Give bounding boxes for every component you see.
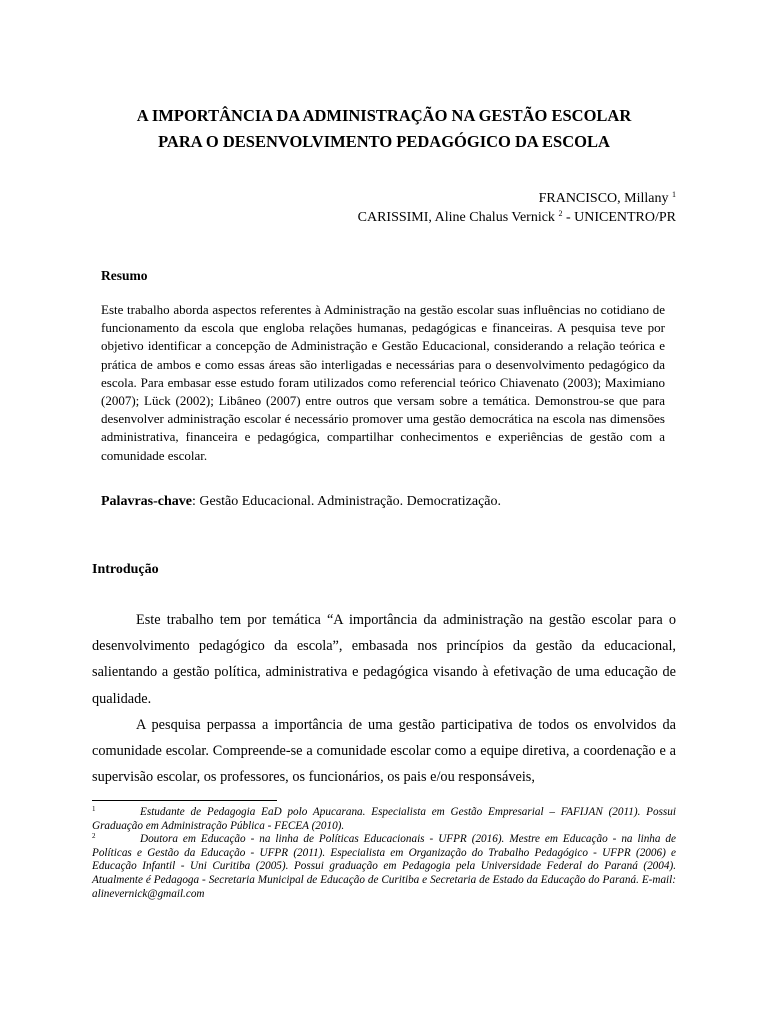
title-line-2: PARA O DESENVOLVIMENTO PEDAGÓGICO DA ESCOLA [158,132,610,151]
title-line-1: A IMPORTÂNCIA DA ADMINISTRAÇÃO NA GESTÃO ESCOLAR [136,106,632,125]
author-name: FRANCISCO, Millany [538,191,669,206]
author-line [260,189,676,208]
author-footnote-ref: 2 [558,209,563,218]
author-name: CARISSIMI, Aline Chalus Vernick [357,210,555,225]
introduction-heading: Introdução [92,562,159,577]
author-line [260,208,676,227]
footnote-separator [92,800,277,801]
body-paragraph: A pesquisa perpassa a importância de uma gestão participativa de todos os envolvidos da comunidade escolar. Compreende-se a comunidade escolar como a equipe diretiva, a coordenação e a supervisão escolar, os professores, os funcionários, os pais e/ou responsáveis, [92,716,676,786]
author-block [260,189,676,227]
keywords-text: : Gestão Educacional. Administração. Democratização. [191,494,502,509]
footnote-text: Estudante de Pedagogia EaD polo Apucarana. Especialista em Gestão Empresarial – FAFIJAN (2011). Possui Graduação em Administração Pública - FECEA (2010). [92,806,676,832]
introduction-body [92,607,676,790]
keywords-line [101,494,701,510]
footnote: 1 Estudante de Pedagogia EaD polo Apucarana. Especialista em Gestão Empresarial – FAFIJAN (2011). Possui Graduação em Administração Pública - FECEA (2010). [92,805,676,832]
body-paragraph: Este trabalho tem por temática “A importância da administração na gestão escolar para o desenvolvimento pedagógico da escola”, embasada nos princípios da gestão da educacional, salientando a gestão política, administrativa e pedagógica visando à efetivação de uma educação de qualidade. [92,612,676,707]
author-affiliation: - UNICENTRO/PR [565,210,676,225]
paper-title [60,103,708,155]
author-footnote-ref: 1 [672,190,676,199]
footnote: 2 Doutora em Educação - na linha de Políticas Educacionais - UFPR (2016). Mestre em Educação - na linha de Políticas e Gestão da Educação - UFPR (2011). Especialista em Organização do Trabalho Pedagógico - UFPR (2006) e Educação Infantil - Uni Curitiba (2005). Possui graduação em Pedagogia pela Universidade Federal do Paraná (2004). Atualmente é Pedagoga - Secretaria Municipal de Educação de Curitiba e Secretaria de Estado da Educação do Paraná. E-mail: alinevernick@gmail.com [92,832,676,900]
abstract-text: Este trabalho aborda aspectos referentes à Administração na gestão escolar suas influências no cotidiano de funcionamento da escola que engloba relações humanas, pedagógicas e financeiras. A pesquisa teve por objetivo identificar a concepção de Administração e Gestão Educacional, considerando a relação teórica e prática de ambos e como essas áreas são interligadas e necessárias para o desenvolvimento pedagógico da escola. Para embasar esse estudo foram utilizados como referencial teórico Chiavenato (2003); Maximiano (2007); Lück (2002); Libâneo (2007) entre outros que versam sobre a temática. Demonstrou-se que para desenvolver administração escolar é necessário promover uma gestão democrática na escola nas dimensões administrativa, financeira e pedagógica, compartilhar conhecimentos e experiências de gestão com a comunidade escolar. [101,302,665,463]
abstract-heading: Resumo [101,268,148,283]
keywords-label: Palavras-chave [101,494,192,509]
footnote-text: Doutora em Educação - na linha de Políticas Educacionais - UFPR (2016). Mestre em Educação - na linha de Políticas e Gestão da Educação - UFPR (2011). Especialista em Organização do Trabalho Pedagógico - UFPR (2006) e Educação Infantil - Uni Curitiba (2005). Possui graduação em Pedagogia pela Universidade Federal do Paraná (2004). Atualmente é Pedagoga - Secretaria Municipal de Educação de Curitiba e Secretaria de Estado da Educação do Paraná. E-mail: alinevernick@gmail.com [92,833,676,900]
footnotes [92,806,676,901]
